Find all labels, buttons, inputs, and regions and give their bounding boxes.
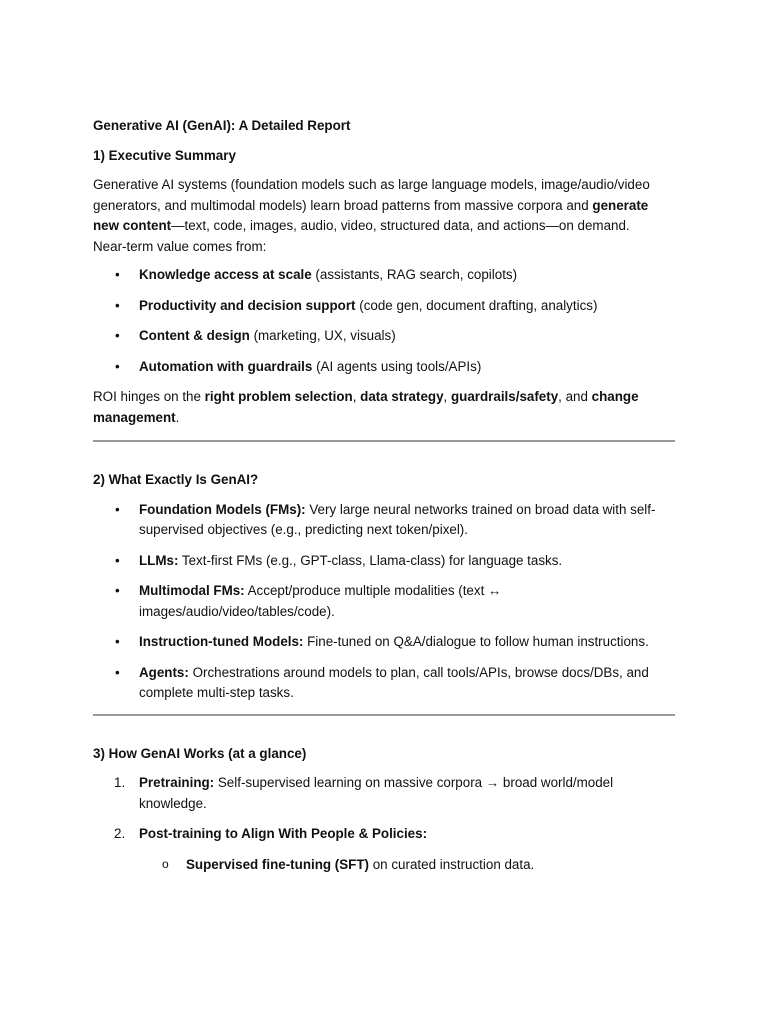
value-list xyxy=(93,265,675,377)
roi-bold: right problem selection xyxy=(204,389,353,404)
item-text: (code gen, document drafting, analytics) xyxy=(355,297,598,313)
list-item xyxy=(93,824,675,845)
item-bold: Pretraining: xyxy=(139,775,215,790)
section-1-intro xyxy=(93,175,675,257)
item-text: (AI agents using tools/APIs) xyxy=(312,358,482,374)
list-number: 2. xyxy=(114,826,126,841)
roi-bold: guardrails/safety xyxy=(450,389,559,404)
section-2-heading: 2) What Exactly Is GenAI? xyxy=(93,472,259,487)
roi-text: ROI hinges on the xyxy=(93,389,205,404)
item-text: Orchestrations around models to plan, call tools/APIs, browse docs/DBs, and complete multi-step tasks. xyxy=(139,664,649,700)
steps-list xyxy=(93,773,675,845)
item-bold: Agents: xyxy=(139,664,189,680)
roi-paragraph xyxy=(93,387,675,428)
intro-text-b: —text, code, images, audio, video, structured data, and actions—on demand. xyxy=(171,218,630,233)
document-body xyxy=(93,116,675,885)
sub-list xyxy=(93,855,675,876)
bullet-marker: • xyxy=(115,328,120,343)
list-item xyxy=(93,296,675,317)
list-item xyxy=(93,663,675,704)
item-bold: Instruction-tuned Models: xyxy=(139,634,304,649)
sub-bullet-marker: o xyxy=(162,856,169,871)
roi-text: , and xyxy=(558,389,592,404)
report-title: Generative AI (GenAI): A Detailed Report xyxy=(93,118,351,133)
list-item xyxy=(93,855,675,876)
list-item xyxy=(93,500,675,541)
bullet-marker: • xyxy=(115,634,120,649)
list-item xyxy=(93,581,675,622)
item-bold: Productivity and decision support xyxy=(139,297,356,313)
bullet-marker: • xyxy=(115,358,120,374)
horizontal-divider xyxy=(93,714,675,716)
list-item xyxy=(93,551,675,572)
roi-bold: change management xyxy=(93,389,639,425)
list-number: 1. xyxy=(114,775,126,790)
roi-bold: data strategy xyxy=(360,389,444,404)
item-text: on curated instruction data. xyxy=(369,856,535,872)
roi-text: , xyxy=(443,389,451,404)
item-bold: Post-training to Align With People & Policies: xyxy=(139,826,428,841)
list-item xyxy=(93,265,675,286)
intro-text-a: Generative AI systems (foundation models such as large language models, image/audio/video generators, and multimodal models) learn broad patterns from massive corpora and xyxy=(93,177,650,213)
item-text: Text-first FMs (e.g., GPT-class, Llama-class) for language tasks. xyxy=(178,552,563,568)
item-bold: Supervised fine-tuning (SFT) xyxy=(186,856,370,872)
bullet-marker: • xyxy=(115,583,120,598)
item-bold: Content & design xyxy=(139,328,250,343)
list-item xyxy=(93,357,675,378)
item-text: Accept/produce multiple modalities (text ↔ images/audio/video/tables/code). xyxy=(139,583,502,619)
item-text: (marketing, UX, visuals) xyxy=(249,328,396,343)
bullet-marker: • xyxy=(115,501,120,517)
value-line: Near-term value comes from: xyxy=(93,238,267,254)
section-1-heading: 1) Executive Summary xyxy=(93,147,236,163)
bullet-marker: • xyxy=(115,552,120,568)
item-text: Fine-tuned on Q&A/dialogue to follow human instructions. xyxy=(303,634,649,649)
list-item xyxy=(93,326,675,347)
bullet-marker: • xyxy=(115,297,120,313)
item-bold: Multimodal FMs: xyxy=(139,583,245,598)
list-item xyxy=(93,773,675,814)
bullet-marker: • xyxy=(115,267,120,282)
roi-text: . xyxy=(175,409,180,425)
section-3-heading: 3) How GenAI Works (at a glance) xyxy=(93,745,307,761)
horizontal-divider xyxy=(93,440,675,442)
item-text: (assistants, RAG search, copilots) xyxy=(311,267,518,282)
list-item xyxy=(93,632,675,653)
bullet-marker: • xyxy=(115,664,120,680)
intro-text-bold: generate new content xyxy=(93,197,649,233)
item-bold: LLMs: xyxy=(139,552,179,568)
item-bold: Automation with guardrails xyxy=(139,358,313,374)
item-bold: Knowledge access at scale xyxy=(139,267,312,282)
roi-text: , xyxy=(352,389,361,404)
item-text: Very large neural networks trained on broad data with self-supervised objectives (e.g., predicting next token/pixel). xyxy=(139,501,656,537)
item-text: Self-supervised learning on massive corpora → broad world/model knowledge. xyxy=(139,775,614,811)
item-bold: Foundation Models (FMs): xyxy=(139,501,306,517)
definitions-list xyxy=(93,500,675,704)
